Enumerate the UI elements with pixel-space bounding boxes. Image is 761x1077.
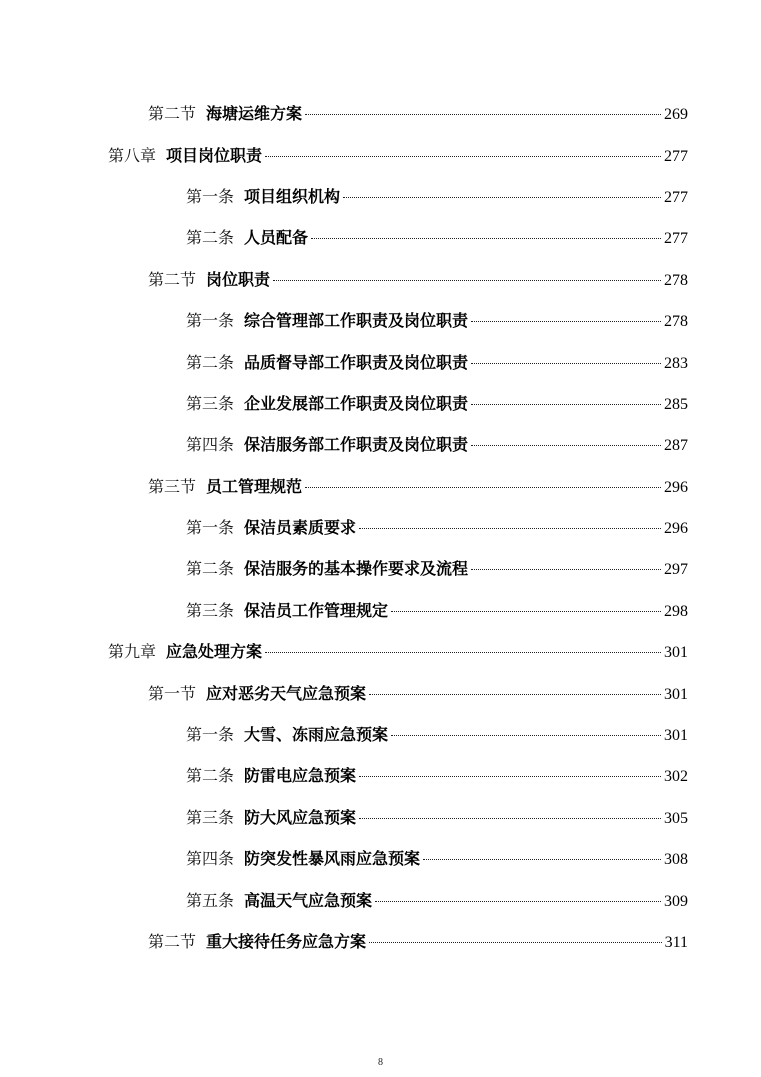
toc-entry[interactable]	[0, 135, 761, 176]
toc-entry-number: 第九章	[108, 642, 157, 662]
dot-leader	[471, 363, 661, 364]
toc-entry-page: 283	[664, 354, 688, 372]
toc-entry-number: 第一条	[186, 311, 235, 331]
toc-entry-title: 海塘运维方案	[206, 104, 303, 124]
toc-entry-number: 第四条	[186, 435, 235, 455]
toc-entry-page: 277	[664, 230, 688, 248]
toc-entry[interactable]	[0, 839, 761, 880]
toc-entry-title: 项目组织机构	[244, 186, 341, 206]
toc-entry-page: 302	[664, 768, 688, 786]
toc-entry-number: 第五条	[186, 890, 235, 910]
toc-entry-number: 第三条	[186, 807, 235, 827]
toc-entry[interactable]	[0, 94, 761, 135]
toc-entry-page: 301	[664, 644, 688, 662]
toc-entry[interactable]	[0, 715, 761, 756]
toc-entry-title: 防突发性暴风雨应急预案	[244, 849, 421, 869]
dot-leader	[343, 197, 661, 198]
dot-leader	[471, 445, 661, 446]
dot-leader	[265, 652, 661, 653]
toc-entry-page: 277	[664, 147, 688, 165]
toc-entry-title: 应急处理方案	[166, 642, 263, 662]
toc-entry-page: 311	[664, 934, 688, 951]
toc-entry-title: 防大风应急预案	[244, 807, 357, 827]
toc-entry[interactable]	[0, 384, 761, 425]
dot-leader	[471, 404, 661, 405]
toc-entry[interactable]	[0, 798, 761, 839]
dot-leader	[359, 528, 661, 529]
toc-entry[interactable]	[0, 301, 761, 342]
toc-entry[interactable]	[0, 673, 761, 714]
toc-entry-page: 298	[664, 602, 688, 620]
toc-entry-number: 第二节	[148, 104, 197, 124]
toc-entry-title: 重大接待任务应急方案	[206, 932, 367, 951]
toc-entry[interactable]	[0, 632, 761, 673]
dot-leader	[265, 156, 661, 157]
toc-entry-number: 第二节	[148, 269, 197, 289]
toc-entry-title: 岗位职责	[206, 269, 271, 289]
toc-entry-page: 308	[664, 851, 688, 869]
toc-entry-page: 301	[664, 685, 688, 703]
dot-leader	[375, 901, 661, 902]
toc-entry-page: 305	[664, 809, 688, 827]
toc-entry[interactable]	[0, 549, 761, 590]
dot-leader	[391, 611, 661, 612]
toc-entry-title: 防雷电应急预案	[244, 766, 357, 786]
toc-entry[interactable]	[0, 591, 761, 632]
toc-entry-number: 第一条	[186, 518, 235, 538]
toc-entry-title: 大雪、冻雨应急预案	[244, 725, 389, 745]
dot-leader	[423, 859, 661, 860]
toc-entry-number: 第一条	[186, 186, 235, 206]
toc-entry-number: 第四条	[186, 849, 235, 869]
toc-entry[interactable]	[0, 342, 761, 383]
toc-entry-page: 287	[664, 437, 688, 455]
toc-entry[interactable]	[0, 260, 761, 301]
toc-entry[interactable]	[0, 756, 761, 797]
toc-entry[interactable]	[0, 508, 761, 549]
toc-entry-page: 277	[664, 188, 688, 206]
dot-leader	[471, 321, 661, 322]
dot-leader	[471, 569, 661, 570]
toc-entry-number: 第三条	[186, 600, 235, 620]
toc-entry-number: 第二条	[186, 352, 235, 372]
dot-leader	[369, 942, 662, 943]
toc-entry[interactable]	[0, 177, 761, 218]
toc-entry[interactable]	[0, 425, 761, 466]
toc-entry-page: 297	[664, 561, 688, 579]
toc-entry-title: 员工管理规范	[206, 476, 303, 496]
toc-entry-page: 278	[664, 313, 688, 331]
dot-leader	[305, 487, 661, 488]
dot-leader	[369, 694, 661, 695]
dot-leader	[311, 238, 661, 239]
dot-leader	[391, 735, 661, 736]
toc-entry-page: 285	[664, 395, 688, 413]
toc-entry-title: 人员配备	[244, 228, 309, 248]
page-number: 8	[378, 1057, 383, 1068]
toc-entry-page: 296	[664, 520, 688, 538]
toc-entry-number: 第二条	[186, 766, 235, 786]
toc-entry-page: 278	[664, 271, 688, 289]
dot-leader	[359, 818, 661, 819]
toc-entry-title: 企业发展部工作职责及岗位职责	[244, 393, 469, 413]
toc-entry-number: 第三节	[148, 476, 197, 496]
toc-entry-number: 第三条	[186, 393, 235, 413]
toc-entry-page: 309	[664, 892, 688, 910]
toc-entry-number: 第二条	[186, 228, 235, 248]
toc-entry-page: 301	[664, 727, 688, 745]
toc-entry-title: 应对恶劣天气应急预案	[206, 683, 367, 703]
toc-entry-number: 第二条	[186, 559, 235, 579]
toc-entry[interactable]	[0, 922, 761, 963]
toc-entry-number: 第二节	[148, 932, 197, 951]
toc-entry-number: 第一条	[186, 725, 235, 745]
toc-entry-title: 保洁服务的基本操作要求及流程	[244, 559, 469, 579]
toc-entry-number: 第八章	[108, 145, 157, 165]
toc-entry[interactable]	[0, 880, 761, 921]
toc-entry-title: 保洁员工作管理规定	[244, 600, 389, 620]
dot-leader	[305, 114, 661, 115]
toc-entry-title: 品质督导部工作职责及岗位职责	[244, 352, 469, 372]
toc-entry-title: 高温天气应急预案	[244, 890, 373, 910]
dot-leader	[273, 280, 661, 281]
toc-entry-title: 项目岗位职责	[166, 145, 263, 165]
toc-entry-number: 第一节	[148, 683, 197, 703]
toc-entry-page: 296	[664, 478, 688, 496]
toc-entry-page: 269	[664, 106, 688, 124]
toc-entry-title: 综合管理部工作职责及岗位职责	[244, 311, 469, 331]
toc-entry-title: 保洁服务部工作职责及岗位职责	[244, 435, 469, 455]
toc-entry-title: 保洁员素质要求	[244, 518, 357, 538]
table-of-contents	[0, 94, 761, 963]
toc-entry[interactable]	[0, 467, 761, 508]
toc-entry[interactable]	[0, 218, 761, 259]
dot-leader	[359, 776, 661, 777]
